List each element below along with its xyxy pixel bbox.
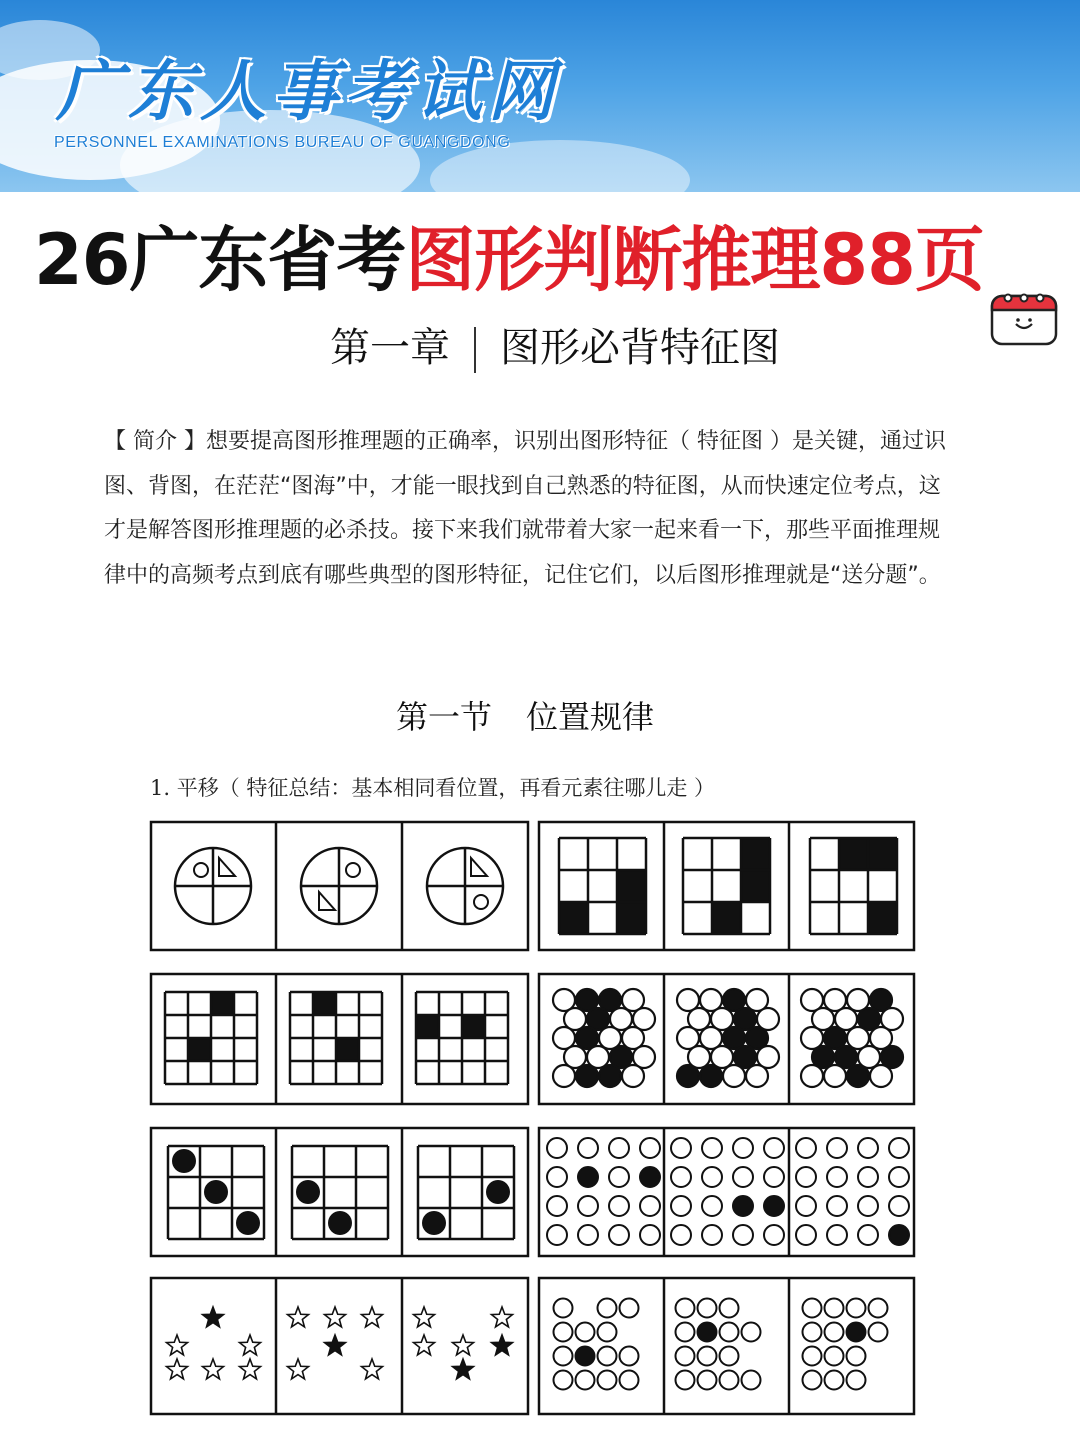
pattern-dot bbox=[676, 1371, 695, 1390]
pattern-dot bbox=[698, 1323, 717, 1342]
grid-dot bbox=[796, 1167, 816, 1187]
pattern-dot bbox=[598, 1371, 617, 1390]
cluster-dot bbox=[746, 1065, 768, 1087]
cluster-dot bbox=[700, 1065, 722, 1087]
pattern-dot bbox=[720, 1371, 739, 1390]
black-cell bbox=[839, 838, 868, 870]
header-banner bbox=[0, 0, 1080, 192]
grid-dot bbox=[733, 1138, 753, 1158]
cluster-dot bbox=[599, 1065, 621, 1087]
grid-dot bbox=[640, 1167, 660, 1187]
chapter-title: 图形必背特征图 bbox=[500, 325, 780, 371]
pattern-dot bbox=[742, 1323, 761, 1342]
grid-dot bbox=[547, 1225, 567, 1245]
black-cell bbox=[868, 838, 897, 870]
grid-dot bbox=[578, 1196, 598, 1216]
black-dot bbox=[236, 1211, 260, 1235]
star-outline bbox=[240, 1359, 261, 1379]
star-outline bbox=[492, 1307, 513, 1327]
pattern-dot bbox=[720, 1347, 739, 1366]
grid-dot bbox=[640, 1225, 660, 1245]
pattern-dot bbox=[803, 1347, 822, 1366]
small-circle bbox=[346, 863, 360, 877]
pattern-dot bbox=[847, 1323, 866, 1342]
grid-dot bbox=[889, 1225, 909, 1245]
grid-dot bbox=[827, 1167, 847, 1187]
grid-dot bbox=[609, 1225, 629, 1245]
pattern-dot bbox=[676, 1347, 695, 1366]
grid-dot bbox=[578, 1225, 598, 1245]
star-outline bbox=[362, 1307, 383, 1327]
grid-dot bbox=[889, 1138, 909, 1158]
pattern-dot bbox=[554, 1371, 573, 1390]
pattern-dot bbox=[620, 1347, 639, 1366]
black-cell bbox=[336, 1038, 359, 1061]
star-outline bbox=[240, 1335, 261, 1355]
star-outline bbox=[167, 1359, 188, 1379]
grid-dot bbox=[858, 1167, 878, 1187]
cluster-dot bbox=[847, 1065, 869, 1087]
black-dot bbox=[204, 1180, 228, 1204]
site-logo-subtitle: PERSONNEL EXAMINATIONS BUREAU OF GUANGDONG bbox=[54, 134, 511, 151]
grid-dot bbox=[733, 1167, 753, 1187]
grid-dot bbox=[764, 1196, 784, 1216]
cluster-dot bbox=[622, 1065, 644, 1087]
grid-dot bbox=[764, 1167, 784, 1187]
small-circle bbox=[194, 863, 208, 877]
pattern-dot bbox=[598, 1299, 617, 1318]
grid-dot bbox=[671, 1225, 691, 1245]
pattern-dot bbox=[869, 1323, 888, 1342]
black-cell bbox=[617, 902, 646, 934]
grid-dot bbox=[702, 1196, 722, 1216]
pattern-dot bbox=[825, 1371, 844, 1390]
cluster-dot bbox=[677, 1065, 699, 1087]
grid-dot bbox=[640, 1138, 660, 1158]
star-filled bbox=[492, 1335, 513, 1355]
site-logo-title: 广东人事考试网 bbox=[56, 53, 560, 130]
star-filled bbox=[325, 1335, 346, 1355]
pattern-dot bbox=[742, 1371, 761, 1390]
cluster-dot bbox=[553, 1065, 575, 1087]
pattern-dot bbox=[620, 1299, 639, 1318]
pattern-dot bbox=[803, 1323, 822, 1342]
grid-dot bbox=[858, 1138, 878, 1158]
grid-dot bbox=[702, 1167, 722, 1187]
black-cell bbox=[617, 870, 646, 902]
pattern-dot bbox=[720, 1299, 739, 1318]
cluster-dot bbox=[723, 1065, 745, 1087]
star-outline bbox=[325, 1307, 346, 1327]
pattern-dot bbox=[825, 1323, 844, 1342]
pattern-dot bbox=[698, 1371, 717, 1390]
grid-dot bbox=[827, 1225, 847, 1245]
pattern-dot bbox=[698, 1299, 717, 1318]
pattern-dot bbox=[847, 1347, 866, 1366]
grid-dot bbox=[858, 1196, 878, 1216]
pattern-dot bbox=[698, 1347, 717, 1366]
grid-dot bbox=[609, 1196, 629, 1216]
chapter-divider bbox=[474, 327, 476, 373]
pattern-dot bbox=[554, 1323, 573, 1342]
cluster-dot bbox=[824, 1065, 846, 1087]
grid-dot bbox=[764, 1138, 784, 1158]
page-title-prefix: 26广东省考 bbox=[34, 219, 406, 301]
black-dot bbox=[328, 1211, 352, 1235]
black-dot bbox=[296, 1180, 320, 1204]
intro-paragraph: 【 简介 】想要提高图形推理题的正确率，识别出图形特征（ 特征图 ）是关键，通过识图、背图，在茫茫“图海”中，才能一眼找到自己熟悉的特征图，从而快速定位考点，这才是解答图形推理题的必杀技。接下来我们就带着大家一起来看一下，那些平面推理规律中的高频考点到底有哪些典型的图形特征，记住它们，以后图形推理就是“送分题”。 bbox=[104, 429, 946, 588]
black-cell bbox=[462, 1015, 485, 1038]
grid-dot bbox=[796, 1225, 816, 1245]
grid-dot bbox=[796, 1138, 816, 1158]
chapter-label: 第一章 bbox=[330, 325, 450, 371]
pattern-dot bbox=[847, 1299, 866, 1318]
page-title bbox=[34, 204, 984, 305]
grid-dot bbox=[733, 1225, 753, 1245]
grid-dot bbox=[609, 1138, 629, 1158]
star-filled bbox=[203, 1307, 224, 1327]
section-title: 位置规律 bbox=[526, 698, 655, 736]
black-dot bbox=[422, 1211, 446, 1235]
grid-dot bbox=[702, 1225, 722, 1245]
grid-dot bbox=[796, 1196, 816, 1216]
pattern-dot bbox=[598, 1347, 617, 1366]
star-filled bbox=[453, 1359, 474, 1379]
star-outline bbox=[288, 1359, 309, 1379]
black-cell bbox=[416, 1015, 439, 1038]
pattern-dot bbox=[825, 1347, 844, 1366]
grid-dot bbox=[640, 1196, 660, 1216]
black-dot bbox=[172, 1149, 196, 1173]
grid-dot bbox=[827, 1138, 847, 1158]
cluster-dot bbox=[801, 1065, 823, 1087]
small-circle bbox=[474, 895, 488, 909]
cluster-dot bbox=[576, 1065, 598, 1087]
star-outline bbox=[362, 1359, 383, 1379]
figure-panels bbox=[0, 810, 1080, 1430]
grid-dot bbox=[671, 1196, 691, 1216]
pattern-dot bbox=[676, 1323, 695, 1342]
black-cell bbox=[868, 902, 897, 934]
black-cell bbox=[741, 838, 770, 870]
pattern-dot bbox=[576, 1347, 595, 1366]
pattern-dot bbox=[803, 1299, 822, 1318]
black-dot bbox=[486, 1180, 510, 1204]
star-outline bbox=[453, 1335, 474, 1355]
chapter-heading bbox=[0, 316, 1080, 373]
grid-dot bbox=[578, 1138, 598, 1158]
grid-dot bbox=[671, 1138, 691, 1158]
black-cell bbox=[211, 992, 234, 1015]
pattern-dot bbox=[554, 1347, 573, 1366]
grid-dot bbox=[547, 1196, 567, 1216]
section-label: 第一节 bbox=[395, 698, 492, 736]
grid-dot bbox=[578, 1167, 598, 1187]
grid-dot bbox=[858, 1225, 878, 1245]
grid-dot bbox=[609, 1167, 629, 1187]
grid-dot bbox=[889, 1167, 909, 1187]
pattern-dot bbox=[847, 1371, 866, 1390]
pattern-dot bbox=[598, 1323, 617, 1342]
page-title-highlight: 图形判断推理88页 bbox=[405, 219, 984, 301]
pattern-dot bbox=[825, 1299, 844, 1318]
black-cell bbox=[712, 902, 741, 934]
pattern-dot bbox=[576, 1323, 595, 1342]
item-heading: 1. 平移（ 特征总结：基本相同看位置，再看元素往哪儿走 ） bbox=[150, 776, 716, 800]
grid-dot bbox=[547, 1138, 567, 1158]
black-cell bbox=[741, 870, 770, 902]
grid-dot bbox=[547, 1167, 567, 1187]
star-outline bbox=[414, 1307, 435, 1327]
grid-dot bbox=[733, 1196, 753, 1216]
grid-dot bbox=[702, 1138, 722, 1158]
star-outline bbox=[288, 1307, 309, 1327]
cluster-dot bbox=[870, 1065, 892, 1087]
pattern-dot bbox=[620, 1371, 639, 1390]
grid-dot bbox=[827, 1196, 847, 1216]
black-cell bbox=[559, 902, 588, 934]
grid-dot bbox=[764, 1225, 784, 1245]
pattern-dot bbox=[576, 1371, 595, 1390]
grid-dot bbox=[671, 1167, 691, 1187]
pattern-dot bbox=[720, 1323, 739, 1342]
black-cell bbox=[188, 1038, 211, 1061]
grid-dot bbox=[889, 1196, 909, 1216]
pattern-dot bbox=[803, 1371, 822, 1390]
pattern-dot bbox=[554, 1299, 573, 1318]
pattern-dot bbox=[869, 1299, 888, 1318]
black-cell bbox=[313, 992, 336, 1015]
star-outline bbox=[414, 1335, 435, 1355]
pattern-dot bbox=[676, 1299, 695, 1318]
section-heading bbox=[0, 692, 1050, 738]
star-outline bbox=[167, 1335, 188, 1355]
star-outline bbox=[203, 1359, 224, 1379]
